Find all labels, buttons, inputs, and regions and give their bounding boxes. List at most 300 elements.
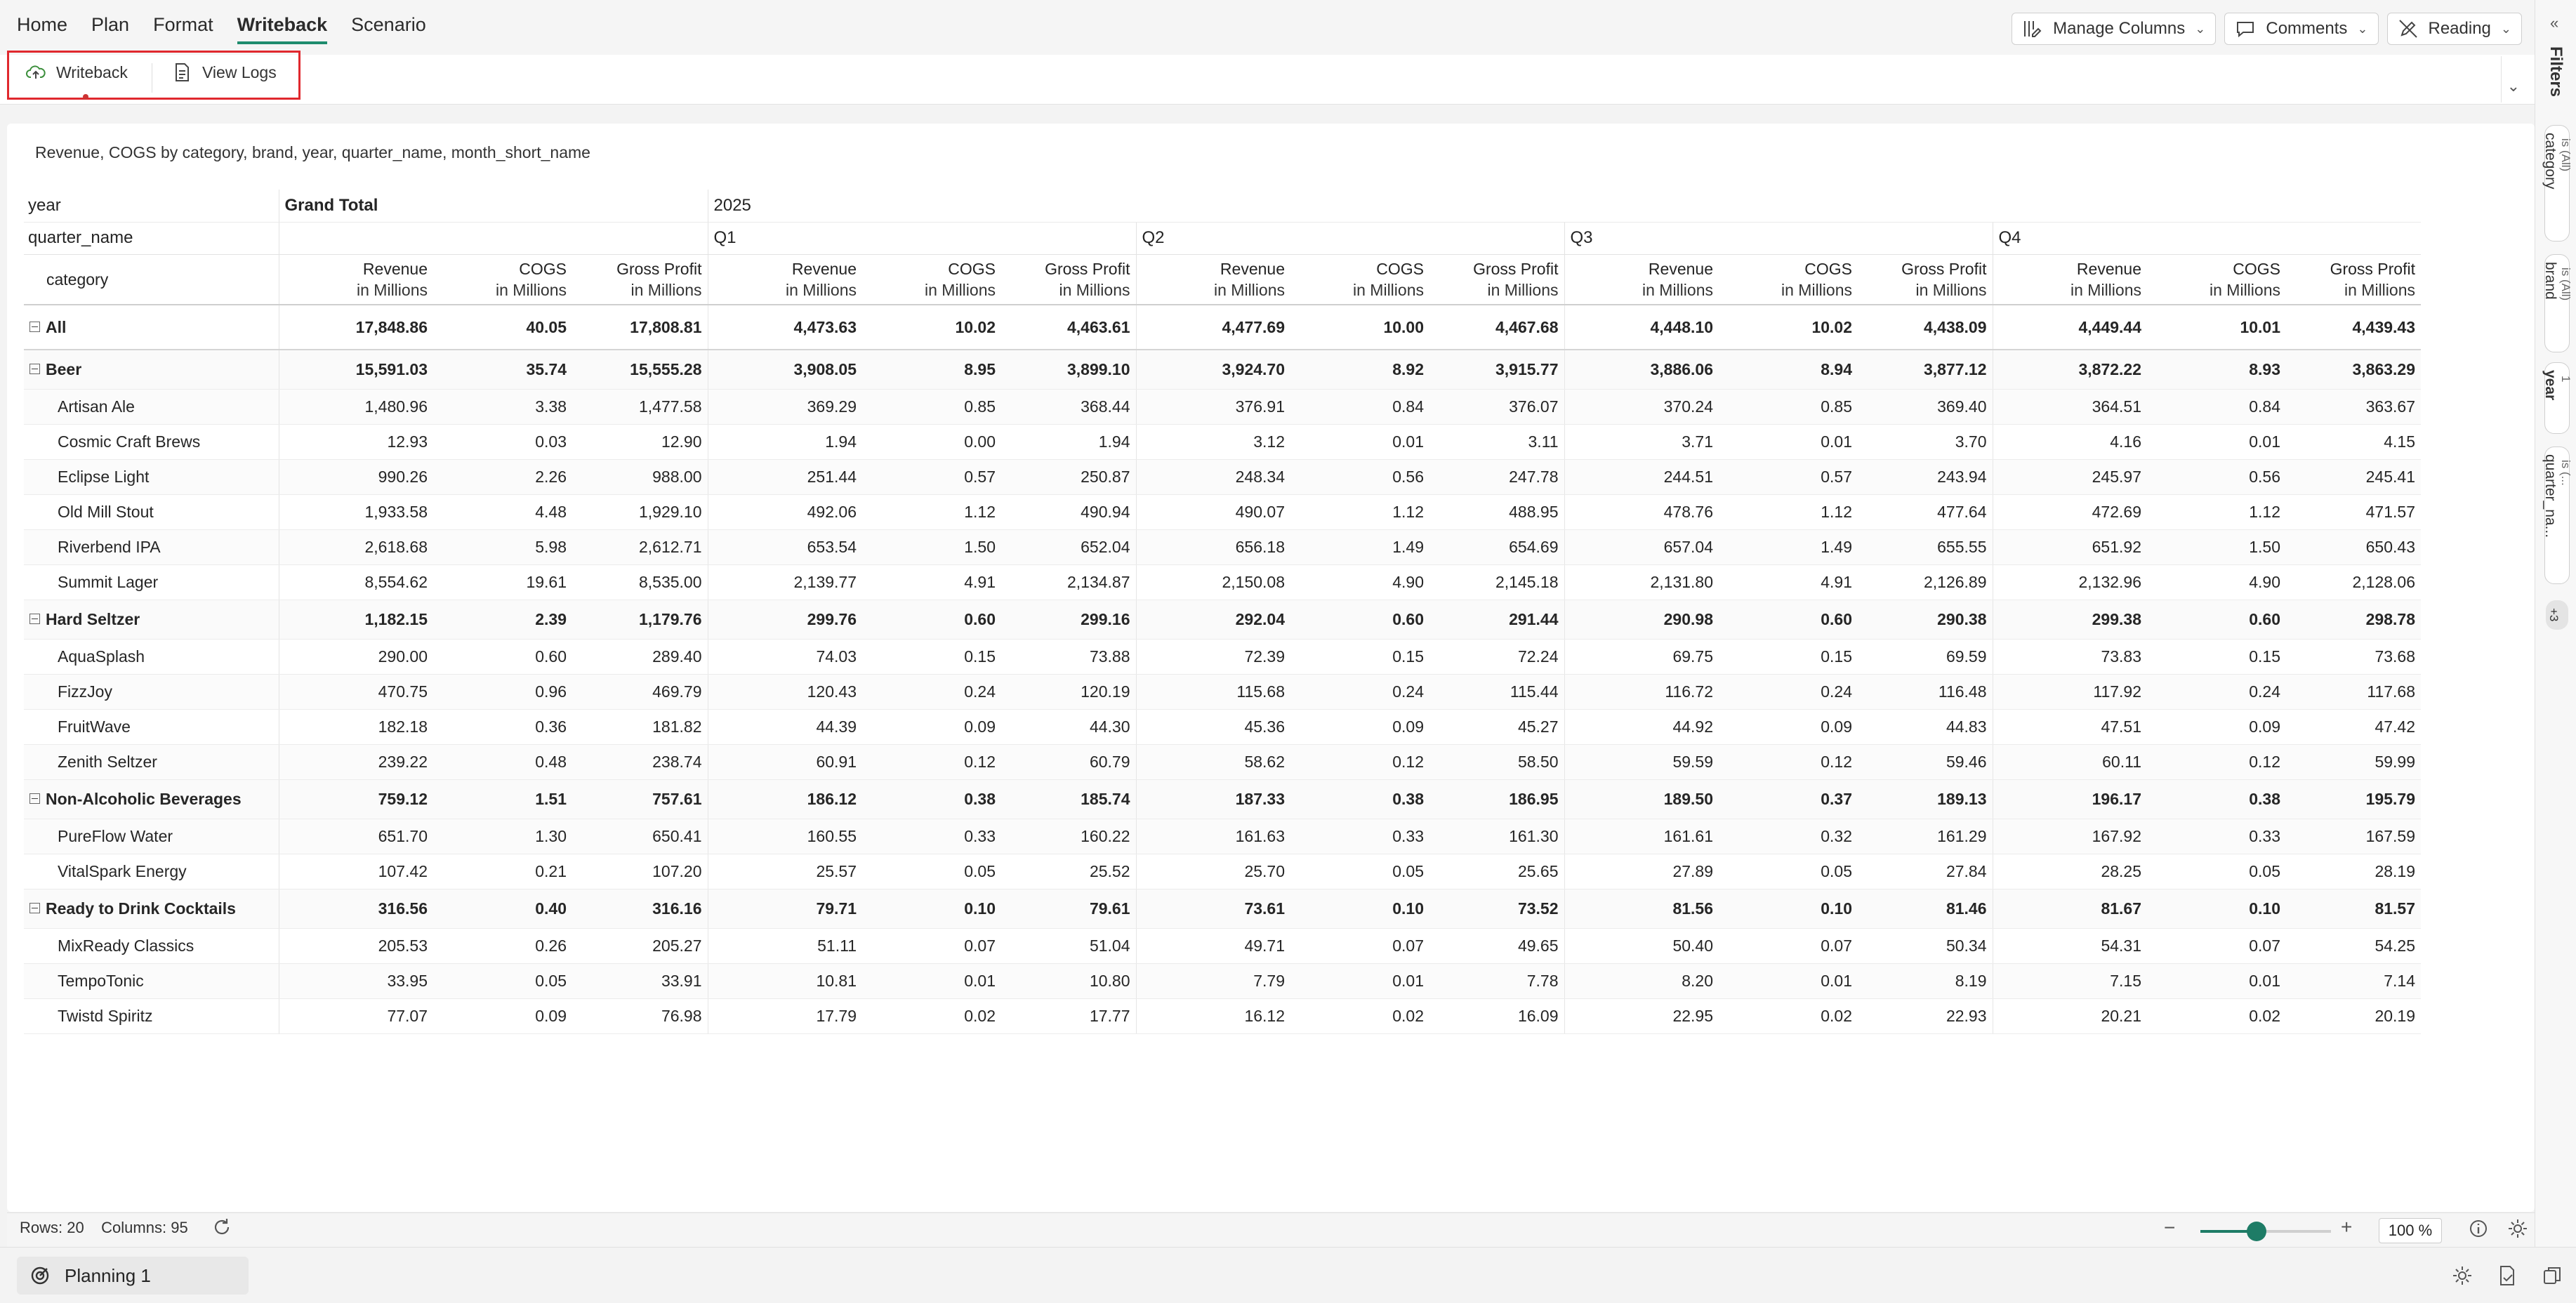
value-cell[interactable]: 1.12: [2147, 494, 2286, 529]
category-row-label[interactable]: [24, 779, 279, 819]
value-cell[interactable]: 1,179.76: [572, 600, 708, 639]
value-cell[interactable]: 4,463.61: [1001, 305, 1136, 350]
value-cell[interactable]: 45.27: [1429, 709, 1564, 744]
value-cell[interactable]: 181.82: [572, 709, 708, 744]
value-cell[interactable]: 2,134.87: [1001, 564, 1136, 600]
value-cell[interactable]: 27.84: [1858, 854, 1993, 889]
copy-icon[interactable]: [2540, 1264, 2564, 1288]
value-cell[interactable]: 0.21: [433, 854, 572, 889]
value-cell[interactable]: 47.51: [1993, 709, 2147, 744]
info-icon[interactable]: [2467, 1217, 2490, 1240]
value-cell[interactable]: 4,473.63: [708, 305, 862, 350]
value-cell[interactable]: 69.59: [1858, 639, 1993, 674]
value-cell[interactable]: 20.19: [2286, 998, 2421, 1033]
ribbon-collapse-chevron-icon[interactable]: ⌄: [2506, 77, 2520, 95]
value-cell[interactable]: 0.01: [1719, 424, 1858, 459]
value-cell[interactable]: 47.42: [2286, 709, 2421, 744]
value-cell[interactable]: 0.60: [1290, 600, 1429, 639]
value-cell[interactable]: 189.13: [1858, 779, 1993, 819]
value-cell[interactable]: 245.41: [2286, 459, 2421, 494]
brand-label[interactable]: [24, 529, 279, 564]
value-cell[interactable]: 17.77: [1001, 998, 1136, 1033]
value-cell[interactable]: 33.91: [572, 963, 708, 998]
value-cell[interactable]: 0.15: [1719, 639, 1858, 674]
value-cell[interactable]: 0.10: [862, 889, 1001, 928]
value-cell[interactable]: 54.31: [1993, 928, 2147, 963]
value-cell[interactable]: 189.50: [1564, 779, 1719, 819]
value-cell[interactable]: 49.65: [1429, 928, 1564, 963]
value-cell[interactable]: 4,438.09: [1858, 305, 1993, 350]
value-cell[interactable]: 289.40: [572, 639, 708, 674]
value-cell[interactable]: 115.68: [1136, 674, 1290, 709]
comments-button[interactable]: [2224, 13, 2378, 45]
value-cell[interactable]: 3,872.22: [1993, 350, 2147, 389]
value-cell[interactable]: 290.38: [1858, 600, 1993, 639]
value-cell[interactable]: 291.44: [1429, 600, 1564, 639]
value-cell[interactable]: 45.36: [1136, 709, 1290, 744]
value-cell[interactable]: 651.70: [279, 819, 433, 854]
value-cell[interactable]: 1,480.96: [279, 389, 433, 424]
value-cell[interactable]: 15,591.03: [279, 350, 433, 389]
value-cell[interactable]: 653.54: [708, 529, 862, 564]
category-row-label[interactable]: [24, 305, 279, 350]
value-cell[interactable]: 116.48: [1858, 674, 1993, 709]
settings-gear-icon[interactable]: [2450, 1264, 2474, 1288]
value-cell[interactable]: 4,448.10: [1564, 305, 1719, 350]
value-cell[interactable]: 0.00: [862, 424, 1001, 459]
value-cell[interactable]: 8,535.00: [572, 564, 708, 600]
value-cell[interactable]: 470.75: [279, 674, 433, 709]
value-cell[interactable]: 196.17: [1993, 779, 2147, 819]
collapse-toggle-icon[interactable]: [29, 322, 40, 332]
value-cell[interactable]: 1,182.15: [279, 600, 433, 639]
value-cell[interactable]: 79.71: [708, 889, 862, 928]
value-cell[interactable]: 238.74: [572, 744, 708, 779]
value-cell[interactable]: 2,132.96: [1993, 564, 2147, 600]
value-cell[interactable]: 60.91: [708, 744, 862, 779]
value-cell[interactable]: 0.60: [862, 600, 1001, 639]
value-cell[interactable]: 292.04: [1136, 600, 1290, 639]
value-cell[interactable]: 0.12: [862, 744, 1001, 779]
value-cell[interactable]: 0.48: [433, 744, 572, 779]
value-cell[interactable]: 251.44: [708, 459, 862, 494]
value-cell[interactable]: 10.02: [862, 305, 1001, 350]
value-cell[interactable]: 161.63: [1136, 819, 1290, 854]
value-cell[interactable]: 0.07: [1290, 928, 1429, 963]
value-cell[interactable]: 478.76: [1564, 494, 1719, 529]
tab-writeback[interactable]: Writeback: [237, 14, 328, 44]
value-cell[interactable]: 58.62: [1136, 744, 1290, 779]
value-cell[interactable]: 120.43: [708, 674, 862, 709]
value-cell[interactable]: 0.09: [1290, 709, 1429, 744]
value-cell[interactable]: 81.56: [1564, 889, 1719, 928]
value-cell[interactable]: 1.50: [2147, 529, 2286, 564]
brand-label[interactable]: [24, 459, 279, 494]
value-cell[interactable]: 115.44: [1429, 674, 1564, 709]
value-cell[interactable]: 0.24: [862, 674, 1001, 709]
brand-label[interactable]: [24, 998, 279, 1033]
value-cell[interactable]: 2,612.71: [572, 529, 708, 564]
value-cell[interactable]: 2,139.77: [708, 564, 862, 600]
value-cell[interactable]: 4,467.68: [1429, 305, 1564, 350]
value-cell[interactable]: 161.29: [1858, 819, 1993, 854]
brand-label[interactable]: [24, 963, 279, 998]
value-cell[interactable]: 10.81: [708, 963, 862, 998]
refresh-icon[interactable]: [211, 1216, 233, 1238]
brand-label[interactable]: [24, 744, 279, 779]
value-cell[interactable]: 471.57: [2286, 494, 2421, 529]
value-cell[interactable]: 656.18: [1136, 529, 1290, 564]
value-cell[interactable]: 1.49: [1719, 529, 1858, 564]
value-cell[interactable]: 59.46: [1858, 744, 1993, 779]
value-cell[interactable]: 0.26: [433, 928, 572, 963]
value-cell[interactable]: 990.26: [279, 459, 433, 494]
value-cell[interactable]: 59.99: [2286, 744, 2421, 779]
value-cell[interactable]: 490.07: [1136, 494, 1290, 529]
collapse-filters-icon[interactable]: «: [2550, 14, 2559, 32]
value-cell[interactable]: 2,145.18: [1429, 564, 1564, 600]
value-cell[interactable]: 107.20: [572, 854, 708, 889]
value-cell[interactable]: 0.01: [862, 963, 1001, 998]
value-cell[interactable]: 22.93: [1858, 998, 1993, 1033]
value-cell[interactable]: 44.92: [1564, 709, 1719, 744]
value-cell[interactable]: 245.97: [1993, 459, 2147, 494]
value-cell[interactable]: 0.38: [862, 779, 1001, 819]
value-cell[interactable]: 655.55: [1858, 529, 1993, 564]
value-cell[interactable]: 0.15: [1290, 639, 1429, 674]
value-cell[interactable]: 51.11: [708, 928, 862, 963]
zoom-in-button[interactable]: +: [2341, 1216, 2353, 1238]
value-cell[interactable]: 167.59: [2286, 819, 2421, 854]
writeback-button[interactable]: [25, 62, 128, 83]
sheet-tab-planning-1[interactable]: [17, 1257, 249, 1295]
value-cell[interactable]: 1.49: [1290, 529, 1429, 564]
zoom-percent[interactable]: 100 %: [2379, 1218, 2442, 1243]
value-cell[interactable]: 19.61: [433, 564, 572, 600]
value-cell[interactable]: 0.01: [1290, 963, 1429, 998]
value-cell[interactable]: 0.05: [2147, 854, 2286, 889]
value-cell[interactable]: 7.14: [2286, 963, 2421, 998]
value-cell[interactable]: 0.09: [862, 709, 1001, 744]
value-cell[interactable]: 239.22: [279, 744, 433, 779]
value-cell[interactable]: 0.01: [2147, 963, 2286, 998]
value-cell[interactable]: 0.09: [2147, 709, 2286, 744]
collapse-toggle-icon[interactable]: [29, 614, 40, 624]
value-cell[interactable]: 0.07: [2147, 928, 2286, 963]
value-cell[interactable]: 0.10: [1719, 889, 1858, 928]
value-cell[interactable]: 0.24: [2147, 674, 2286, 709]
filter-category[interactable]: [2544, 125, 2570, 242]
value-cell[interactable]: 15,555.28: [572, 350, 708, 389]
brand-label[interactable]: [24, 389, 279, 424]
value-cell[interactable]: 117.92: [1993, 674, 2147, 709]
value-cell[interactable]: 3,886.06: [1564, 350, 1719, 389]
value-cell[interactable]: 0.24: [1719, 674, 1858, 709]
value-cell[interactable]: 81.67: [1993, 889, 2147, 928]
value-cell[interactable]: 0.60: [2147, 600, 2286, 639]
value-cell[interactable]: 12.93: [279, 424, 433, 459]
value-cell[interactable]: 0.07: [862, 928, 1001, 963]
filter-quarter-name[interactable]: [2544, 447, 2570, 584]
value-cell[interactable]: 477.64: [1858, 494, 1993, 529]
value-cell[interactable]: 0.60: [1719, 600, 1858, 639]
value-cell[interactable]: 3,924.70: [1136, 350, 1290, 389]
zoom-slider-handle[interactable]: [2247, 1222, 2266, 1241]
value-cell[interactable]: 205.27: [572, 928, 708, 963]
value-cell[interactable]: 25.65: [1429, 854, 1564, 889]
category-row-label[interactable]: [24, 350, 279, 389]
value-cell[interactable]: 161.30: [1429, 819, 1564, 854]
value-cell[interactable]: 290.98: [1564, 600, 1719, 639]
value-cell[interactable]: 650.41: [572, 819, 708, 854]
value-cell[interactable]: 0.02: [2147, 998, 2286, 1033]
value-cell[interactable]: 0.33: [1290, 819, 1429, 854]
value-cell[interactable]: 298.78: [2286, 600, 2421, 639]
value-cell[interactable]: 167.92: [1993, 819, 2147, 854]
value-cell[interactable]: 54.25: [2286, 928, 2421, 963]
value-cell[interactable]: 492.06: [708, 494, 862, 529]
value-cell[interactable]: 0.38: [1290, 779, 1429, 819]
value-cell[interactable]: 2.26: [433, 459, 572, 494]
value-cell[interactable]: 8.19: [1858, 963, 1993, 998]
value-cell[interactable]: 44.39: [708, 709, 862, 744]
value-cell[interactable]: 0.02: [1719, 998, 1858, 1033]
value-cell[interactable]: 107.42: [279, 854, 433, 889]
value-cell[interactable]: 363.67: [2286, 389, 2421, 424]
value-cell[interactable]: 4.91: [862, 564, 1001, 600]
value-cell[interactable]: 299.76: [708, 600, 862, 639]
value-cell[interactable]: 60.11: [1993, 744, 2147, 779]
value-cell[interactable]: 0.60: [433, 639, 572, 674]
value-cell[interactable]: 757.61: [572, 779, 708, 819]
value-cell[interactable]: 187.33: [1136, 779, 1290, 819]
settings-gear-icon[interactable]: [2506, 1217, 2529, 1240]
brand-label[interactable]: [24, 674, 279, 709]
value-cell[interactable]: 8.95: [862, 350, 1001, 389]
brand-label[interactable]: [24, 854, 279, 889]
value-cell[interactable]: 0.02: [862, 998, 1001, 1033]
brand-label[interactable]: [24, 928, 279, 963]
value-cell[interactable]: 0.32: [1719, 819, 1858, 854]
value-cell[interactable]: 244.51: [1564, 459, 1719, 494]
value-cell[interactable]: 17,808.81: [572, 305, 708, 350]
value-cell[interactable]: 2,150.08: [1136, 564, 1290, 600]
brand-label[interactable]: [24, 564, 279, 600]
value-cell[interactable]: 488.95: [1429, 494, 1564, 529]
value-cell[interactable]: 3.11: [1429, 424, 1564, 459]
value-cell[interactable]: 4,477.69: [1136, 305, 1290, 350]
value-cell[interactable]: 12.90: [572, 424, 708, 459]
value-cell[interactable]: 0.05: [433, 963, 572, 998]
value-cell[interactable]: 81.46: [1858, 889, 1993, 928]
value-cell[interactable]: 3,915.77: [1429, 350, 1564, 389]
value-cell[interactable]: 76.98: [572, 998, 708, 1033]
value-cell[interactable]: 44.83: [1858, 709, 1993, 744]
value-cell[interactable]: 8,554.62: [279, 564, 433, 600]
value-cell[interactable]: 3,908.05: [708, 350, 862, 389]
value-cell[interactable]: 1.94: [1001, 424, 1136, 459]
value-cell[interactable]: 247.78: [1429, 459, 1564, 494]
value-cell[interactable]: 0.03: [433, 424, 572, 459]
manage-columns-button[interactable]: [2012, 13, 2216, 45]
brand-label[interactable]: [24, 424, 279, 459]
value-cell[interactable]: 650.43: [2286, 529, 2421, 564]
value-cell[interactable]: 0.84: [2147, 389, 2286, 424]
value-cell[interactable]: 657.04: [1564, 529, 1719, 564]
value-cell[interactable]: 3.12: [1136, 424, 1290, 459]
value-cell[interactable]: 376.91: [1136, 389, 1290, 424]
document-check-icon[interactable]: [2495, 1264, 2519, 1288]
value-cell[interactable]: 1.94: [708, 424, 862, 459]
value-cell[interactable]: 2,131.80: [1564, 564, 1719, 600]
value-cell[interactable]: 16.12: [1136, 998, 1290, 1033]
value-cell[interactable]: 4.16: [1993, 424, 2147, 459]
value-cell[interactable]: 0.57: [1719, 459, 1858, 494]
value-cell[interactable]: 79.61: [1001, 889, 1136, 928]
value-cell[interactable]: 0.24: [1290, 674, 1429, 709]
value-cell[interactable]: 370.24: [1564, 389, 1719, 424]
value-cell[interactable]: 33.95: [279, 963, 433, 998]
value-cell[interactable]: 0.36: [433, 709, 572, 744]
value-cell[interactable]: 0.15: [862, 639, 1001, 674]
value-cell[interactable]: 4.91: [1719, 564, 1858, 600]
value-cell[interactable]: 0.84: [1290, 389, 1429, 424]
collapse-toggle-icon[interactable]: [29, 364, 40, 374]
filter-brand[interactable]: [2544, 254, 2570, 352]
value-cell[interactable]: 182.18: [279, 709, 433, 744]
value-cell[interactable]: 185.74: [1001, 779, 1136, 819]
zoom-out-button[interactable]: −: [2164, 1217, 2176, 1238]
value-cell[interactable]: 248.34: [1136, 459, 1290, 494]
value-cell[interactable]: 160.22: [1001, 819, 1136, 854]
value-cell[interactable]: 8.20: [1564, 963, 1719, 998]
value-cell[interactable]: 59.59: [1564, 744, 1719, 779]
value-cell[interactable]: 60.79: [1001, 744, 1136, 779]
value-cell[interactable]: 364.51: [1993, 389, 2147, 424]
value-cell[interactable]: 2,128.06: [2286, 564, 2421, 600]
value-cell[interactable]: 0.10: [2147, 889, 2286, 928]
value-cell[interactable]: 652.04: [1001, 529, 1136, 564]
value-cell[interactable]: 4,439.43: [2286, 305, 2421, 350]
value-cell[interactable]: 3.38: [433, 389, 572, 424]
value-cell[interactable]: 25.70: [1136, 854, 1290, 889]
value-cell[interactable]: 3.70: [1858, 424, 1993, 459]
value-cell[interactable]: 73.83: [1993, 639, 2147, 674]
value-cell[interactable]: 117.68: [2286, 674, 2421, 709]
value-cell[interactable]: 17.79: [708, 998, 862, 1033]
value-cell[interactable]: 651.92: [1993, 529, 2147, 564]
value-cell[interactable]: 0.56: [2147, 459, 2286, 494]
value-cell[interactable]: 0.05: [862, 854, 1001, 889]
value-cell[interactable]: 25.57: [708, 854, 862, 889]
value-cell[interactable]: 0.05: [1290, 854, 1429, 889]
value-cell[interactable]: 0.33: [862, 819, 1001, 854]
value-cell[interactable]: 120.19: [1001, 674, 1136, 709]
value-cell[interactable]: 469.79: [572, 674, 708, 709]
value-cell[interactable]: 0.02: [1290, 998, 1429, 1033]
value-cell[interactable]: 3,899.10: [1001, 350, 1136, 389]
value-cell[interactable]: 0.85: [1719, 389, 1858, 424]
filter-year[interactable]: [2544, 362, 2570, 434]
value-cell[interactable]: 8.93: [2147, 350, 2286, 389]
value-cell[interactable]: 58.50: [1429, 744, 1564, 779]
value-cell[interactable]: 654.69: [1429, 529, 1564, 564]
value-cell[interactable]: 759.12: [279, 779, 433, 819]
value-cell[interactable]: 186.12: [708, 779, 862, 819]
collapse-toggle-icon[interactable]: [29, 903, 40, 913]
value-cell[interactable]: 28.19: [2286, 854, 2421, 889]
value-cell[interactable]: 0.12: [2147, 744, 2286, 779]
value-cell[interactable]: 0.56: [1290, 459, 1429, 494]
value-cell[interactable]: 369.40: [1858, 389, 1993, 424]
brand-label[interactable]: [24, 494, 279, 529]
value-cell[interactable]: 17,848.86: [279, 305, 433, 350]
value-cell[interactable]: 20.21: [1993, 998, 2147, 1033]
value-cell[interactable]: 72.39: [1136, 639, 1290, 674]
value-cell[interactable]: 0.15: [2147, 639, 2286, 674]
value-cell[interactable]: 25.52: [1001, 854, 1136, 889]
value-cell[interactable]: 160.55: [708, 819, 862, 854]
value-cell[interactable]: 35.74: [433, 350, 572, 389]
value-cell[interactable]: 10.01: [2147, 305, 2286, 350]
value-cell[interactable]: 3,877.12: [1858, 350, 1993, 389]
value-cell[interactable]: 44.30: [1001, 709, 1136, 744]
value-cell[interactable]: 77.07: [279, 998, 433, 1033]
value-cell[interactable]: 0.40: [433, 889, 572, 928]
value-cell[interactable]: 51.04: [1001, 928, 1136, 963]
value-cell[interactable]: 1.50: [862, 529, 1001, 564]
value-cell[interactable]: 73.68: [2286, 639, 2421, 674]
value-cell[interactable]: 299.38: [1993, 600, 2147, 639]
value-cell[interactable]: 243.94: [1858, 459, 1993, 494]
value-cell[interactable]: 0.57: [862, 459, 1001, 494]
value-cell[interactable]: 472.69: [1993, 494, 2147, 529]
value-cell[interactable]: 10.80: [1001, 963, 1136, 998]
value-cell[interactable]: 74.03: [708, 639, 862, 674]
value-cell[interactable]: 81.57: [2286, 889, 2421, 928]
value-cell[interactable]: 1.12: [1719, 494, 1858, 529]
value-cell[interactable]: 0.01: [2147, 424, 2286, 459]
value-cell[interactable]: 116.72: [1564, 674, 1719, 709]
value-cell[interactable]: 4.15: [2286, 424, 2421, 459]
value-cell[interactable]: 22.95: [1564, 998, 1719, 1033]
value-cell[interactable]: 4.48: [433, 494, 572, 529]
value-cell[interactable]: 2.39: [433, 600, 572, 639]
value-cell[interactable]: 250.87: [1001, 459, 1136, 494]
value-cell[interactable]: 316.16: [572, 889, 708, 928]
brand-label[interactable]: [24, 709, 279, 744]
value-cell[interactable]: 195.79: [2286, 779, 2421, 819]
value-cell[interactable]: 0.09: [433, 998, 572, 1033]
value-cell[interactable]: 7.79: [1136, 963, 1290, 998]
value-cell[interactable]: 205.53: [279, 928, 433, 963]
value-cell[interactable]: 368.44: [1001, 389, 1136, 424]
tab-scenario[interactable]: Scenario: [351, 14, 426, 35]
value-cell[interactable]: 69.75: [1564, 639, 1719, 674]
value-cell[interactable]: 50.34: [1858, 928, 1993, 963]
value-cell[interactable]: 299.16: [1001, 600, 1136, 639]
view-logs-button[interactable]: [171, 62, 277, 83]
value-cell[interactable]: 1.30: [433, 819, 572, 854]
value-cell[interactable]: 8.94: [1719, 350, 1858, 389]
value-cell[interactable]: 3.71: [1564, 424, 1719, 459]
value-cell[interactable]: 73.88: [1001, 639, 1136, 674]
value-cell[interactable]: 4,449.44: [1993, 305, 2147, 350]
value-cell[interactable]: 1,477.58: [572, 389, 708, 424]
value-cell[interactable]: 2,618.68: [279, 529, 433, 564]
value-cell[interactable]: 10.02: [1719, 305, 1858, 350]
value-cell[interactable]: 0.09: [1719, 709, 1858, 744]
